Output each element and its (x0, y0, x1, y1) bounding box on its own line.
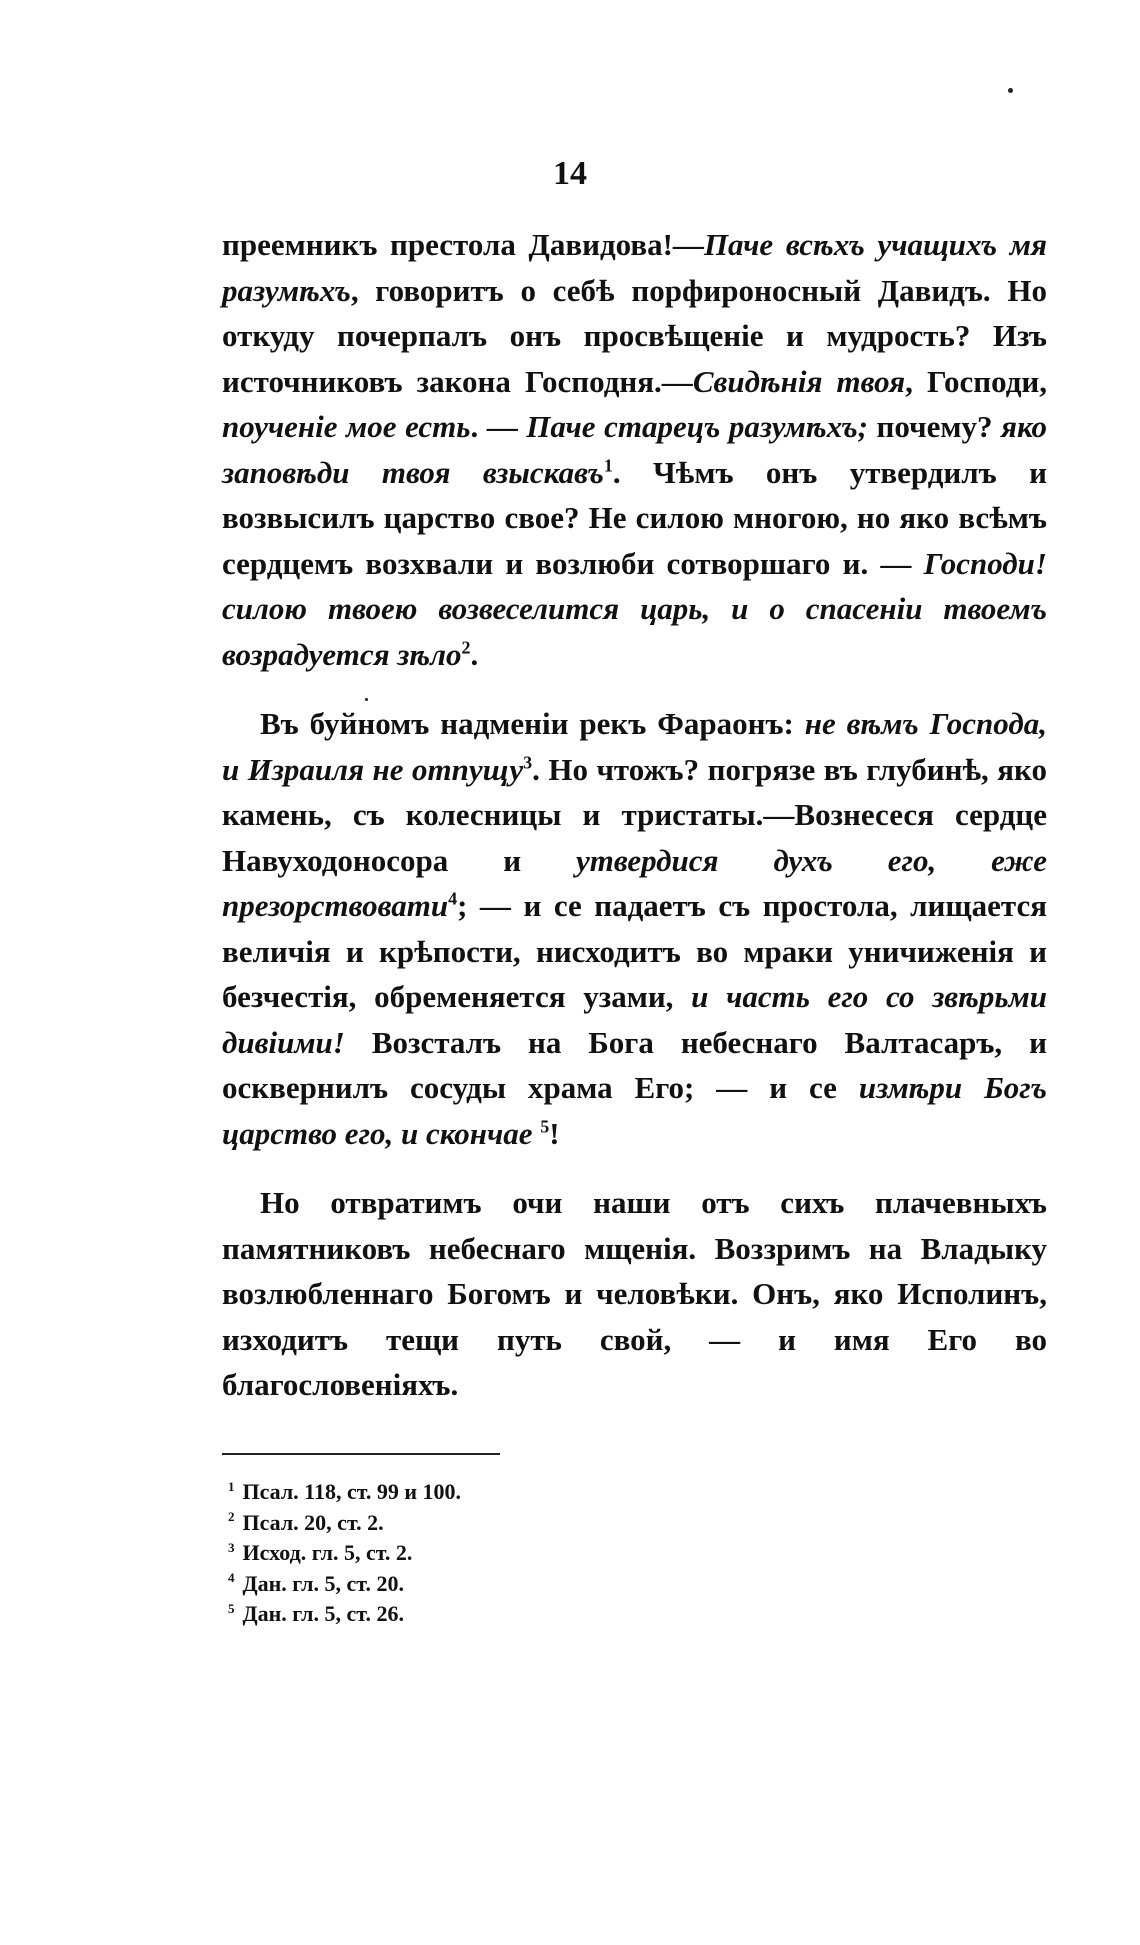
italic-quotation: и часть его со звѣрьми дивіими! (222, 979, 1047, 1060)
footnote-reference: 5 (540, 1116, 550, 1137)
italic-quotation: измѣри Богъ царство его, и скончае (222, 1070, 1047, 1151)
text-run: почему? (867, 409, 1001, 444)
footnote-mark: 1 (228, 1478, 235, 1494)
footnote-text: Дан. гл. 5, ст. 26. (242, 1601, 404, 1626)
text-run: преемникъ престола Давидова!— (222, 227, 704, 262)
italic-quotation: поученіе мое есть (222, 409, 471, 444)
text-run: . Чѣмъ онъ утвердилъ и возвысилъ царство свое? Не силою многою, но яко всѣмъ сердцемъ возхвали и возлюби сотворшаго и. — (222, 454, 1047, 581)
text-run: , Господи, (905, 363, 1047, 399)
footnote-text: Исход. гл. 5, ст. 2. (242, 1540, 413, 1565)
italic-quotation: Господи! силою твоею возвеселится царь, и о спасеніи твоемъ возрадуется зѣло (222, 545, 1047, 672)
text-run: ! (549, 1115, 560, 1151)
footnote-reference: 4 (448, 888, 458, 909)
footnote-text: Дан. гл. 5, ст. 20. (242, 1570, 404, 1596)
page-number: 14 (553, 155, 587, 192)
body-text (222, 222, 1047, 1408)
text-run: ; — и се падаетъ съ простола, лищается величія и крѣпости, нисходитъ во мраки уничиженія и безчестія, обременяется узами, (222, 888, 1047, 1014)
footnote (228, 1538, 828, 1569)
text-run: . — (470, 409, 527, 444)
footnotes (228, 1477, 828, 1630)
footnote-mark: 3 (228, 1539, 235, 1555)
footnote (228, 1569, 828, 1600)
italic-quotation: Свидѣнія твоя (692, 363, 906, 399)
footnote (228, 1508, 828, 1539)
italic-quotation: утвердися духъ его, еже презорствовати (222, 842, 1047, 923)
text-run: Но отвратимъ очи наши отъ сихъ плачевныхъ памятниковъ небеснаго мщенія. Воззримъ на Владыку возлюбленнаго Богомъ и человѣки. Онъ, яко Исполинъ, изходитъ тещи путь свой, — и имя Его во благословеніяхъ. (222, 1185, 1047, 1402)
paragraph (222, 701, 1047, 1156)
footnote-mark: 2 (228, 1509, 235, 1525)
footnote-reference: 3 (523, 752, 533, 773)
footnote-text: Псал. 118, ст. 99 и 100. (242, 1479, 462, 1504)
footnote (228, 1477, 828, 1508)
paragraph (222, 222, 1047, 677)
italic-quotation: Паче старецъ разумѣхъ; (526, 409, 868, 444)
ink-speck (1008, 88, 1013, 93)
italic-quotation: яко заповѣди твоя взыскавъ (222, 409, 1047, 490)
text-run: . Но чтожъ? погрязе въ глубинѣ, яко камень, съ колесницы и тристаты.—Вознесеся сердце Навуходоносора и (222, 751, 1048, 878)
footnote-mark: 5 (228, 1600, 235, 1616)
text-run: . (470, 636, 479, 672)
footnote-separator (222, 1453, 500, 1455)
paragraph (222, 1180, 1047, 1408)
footnote-reference: 2 (461, 637, 471, 658)
italic-quotation: Паче всѣхъ учащихъ мя разумѣхъ (222, 227, 1047, 308)
text-run: Въ буйномъ надменіи рекъ Фараонъ: (260, 706, 805, 741)
footnote-reference: 1 (603, 455, 613, 476)
italic-quotation: не вѣмъ Господа, и Израиля не отпущу (222, 706, 1048, 787)
text-run: Возсталъ на Бога небеснаго Валтасаръ, и осквернилъ сосуды храма Его; — и се (222, 1024, 1047, 1105)
text-run: , говоритъ о себѣ порфироносный Давидъ. Но откуду почерпалъ онъ просвѣщеніе и мудрость? Изъ источниковъ закона Господня.— (222, 272, 1047, 399)
footnote-text: Псал. 20, ст. 2. (242, 1509, 384, 1535)
footnote (228, 1599, 828, 1630)
footnote-mark: 4 (228, 1570, 235, 1586)
